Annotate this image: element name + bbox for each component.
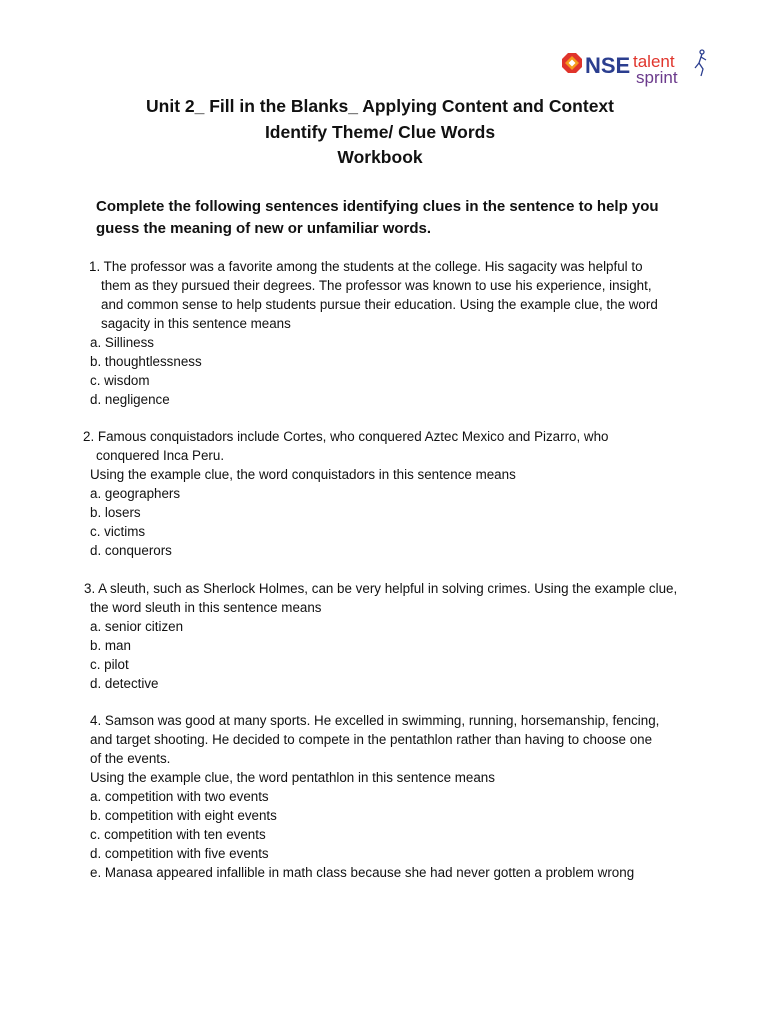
question-text-line: of the events.	[90, 751, 171, 766]
question-text-line: Using the example clue, the word conquistadors in this sentence means	[90, 467, 516, 482]
answer-option: b. man	[90, 638, 131, 653]
answer-option: a. senior citizen	[90, 619, 184, 634]
answer-option: d. competition with five events	[90, 846, 269, 861]
question-2	[83, 427, 608, 560]
question-text-line: and target shooting. He decided to compete in the pentathlon rather than having to choose one	[90, 732, 653, 747]
question-text-line: Using the example clue, the word pentathlon in this sentence means	[90, 770, 495, 785]
answer-option: a. geographers	[90, 486, 181, 501]
nse-emblem-icon	[562, 53, 582, 73]
answer-option: b. competition with eight events	[90, 808, 277, 823]
document-title	[0, 94, 760, 171]
answer-option: b. thoughtlessness	[90, 354, 202, 369]
answer-option: c. competition with ten events	[90, 827, 266, 842]
question-text-line: 4. Samson was good at many sports. He excelled in swimming, running, horsemanship, fencing,	[90, 713, 660, 728]
instruction	[96, 196, 716, 239]
question-3	[84, 579, 677, 693]
answer-option: c. pilot	[90, 657, 129, 672]
answer-option: e. Manasa appeared infallible in math class because she had never gotten a problem wrong	[90, 865, 635, 880]
logo-sprint-text: sprint	[636, 68, 678, 87]
question-text-line: 1. The professor was a favorite among the students at the college. His sagacity was helpful to	[89, 259, 643, 274]
nse-talentsprint-logo	[556, 46, 712, 88]
answer-option: c. wisdom	[90, 373, 150, 388]
logo-brand-text: NSE	[585, 53, 631, 78]
title-line-2: Identify Theme/ Clue Words	[264, 121, 496, 142]
title-line-3: Workbook	[337, 147, 423, 167]
answer-option: d. conquerors	[90, 543, 172, 558]
answer-option: a. competition with two events	[90, 789, 269, 804]
title-line-1: Unit 2_ Fill in the Blanks_ Applying Content and Context	[146, 96, 614, 116]
question-text-line: the word sleuth in this sentence means	[90, 600, 322, 615]
question-text-line: sagacity in this sentence means	[101, 316, 291, 331]
question-text-line: 2. Famous conquistadors include Cortes, who conquered Aztec Mexico and Pizarro, who	[83, 429, 609, 444]
question-1	[89, 257, 658, 409]
answer-option: c. victims	[90, 524, 146, 539]
question-text-line: 3. A sleuth, such as Sherlock Holmes, can be very helpful in solving crimes. Using the example clue,	[84, 581, 678, 596]
answer-option: d. detective	[90, 676, 159, 691]
answer-option: d. negligence	[90, 392, 170, 407]
question-4	[90, 711, 659, 882]
answer-option: b. losers	[90, 505, 141, 520]
question-text-line: and common sense to help students pursue their education. Using the example clue, the word	[101, 297, 658, 312]
logo-talent-text: talent	[633, 52, 675, 71]
instruction-line-2: guess the meaning of new or unfamiliar words.	[96, 219, 432, 237]
answer-option: a. Silliness	[90, 335, 155, 350]
runner-icon	[695, 50, 706, 76]
instruction-line-1: Complete the following sentences identifying clues in the sentence to help you	[96, 198, 659, 215]
question-text-line: them as they pursued their degrees. The professor was known to use his experience, insight,	[101, 278, 652, 293]
question-text-line: conquered Inca Peru.	[96, 448, 225, 463]
